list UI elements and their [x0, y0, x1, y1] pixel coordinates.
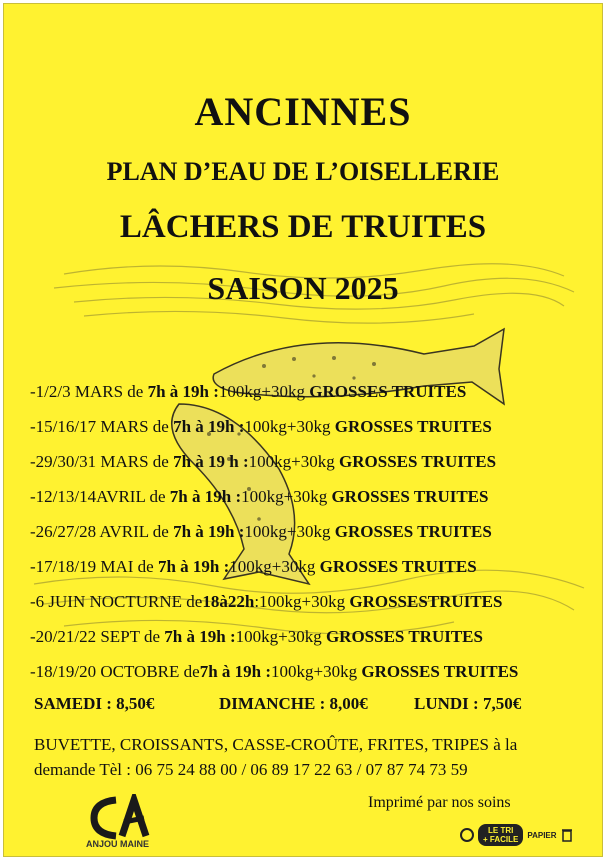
info-block	[34, 732, 574, 782]
printed-note: Imprimé par nos soins	[368, 794, 511, 811]
phone-numbers: Tèl : 06 75 24 88 00 / 06 89 17 22 63 / 07 87 74 73 59	[99, 760, 468, 779]
price-sunday: DIMANCHE : 8,00€	[219, 694, 368, 713]
recycle-triman-icon	[460, 824, 573, 846]
schedule-row: -1/2/3 MARS de 7h à 19h :100kg+30kg GROSSES TRUITES	[30, 382, 467, 401]
recycle-icon	[460, 828, 474, 842]
town-title: ANCINNES	[194, 89, 412, 134]
place-subtitle: PLAN D’EAU DE L’OISELLERIE	[106, 157, 500, 186]
schedule-row: -6 JUIN NOCTURNE de18à22h:100kg+30kg GROSSESTRUITES	[30, 592, 503, 611]
price-saturday: SAMEDI : 8,50€	[34, 694, 155, 713]
bank-label: ANJOU MAINE	[86, 839, 150, 849]
season-title: SAISON 2025	[207, 270, 399, 306]
schedule-row: -29/30/31 MARS de 7h à 19 h :100kg+30kg GROSSES TRUITES	[30, 452, 497, 471]
schedule-row: -12/13/14AVRIL de 7h à 19h :100kg+30kg GROSSES TRUITES	[30, 487, 489, 506]
recycle-label: PAPIER	[527, 830, 557, 840]
schedule-row: -18/19/20 OCTOBRE de7h à 19h :100kg+30kg GROSSES TRUITES	[30, 662, 519, 681]
price-monday: LUNDI : 7,50€	[414, 694, 522, 713]
bank-logo-icon	[86, 794, 156, 844]
schedule-row: -20/21/22 SEPT de 7h à 19h :100kg+30kg GROSSES TRUITES	[30, 627, 483, 646]
event-title: LÂCHERS DE TRUITES	[119, 209, 487, 245]
food-info: BUVETTE, CROISSANTS, CASSE-CROÛTE, FRITES, TRIPES à la demande	[34, 735, 518, 779]
flyer	[3, 3, 603, 857]
schedule-row: -26/27/28 AVRIL de 7h à 19h :100kg+30kg GROSSES TRUITES	[30, 522, 492, 541]
schedule-row: -17/18/19 MAI de 7h à 19h :100kg+30kg GROSSES TRUITES	[30, 557, 477, 576]
recycle-pill: LE TRI + FACILE	[478, 824, 523, 846]
bin-icon	[561, 828, 573, 842]
schedule-row: -15/16/17 MARS de 7h à 19h :100kg+30kg GROSSES TRUITES	[30, 417, 492, 436]
